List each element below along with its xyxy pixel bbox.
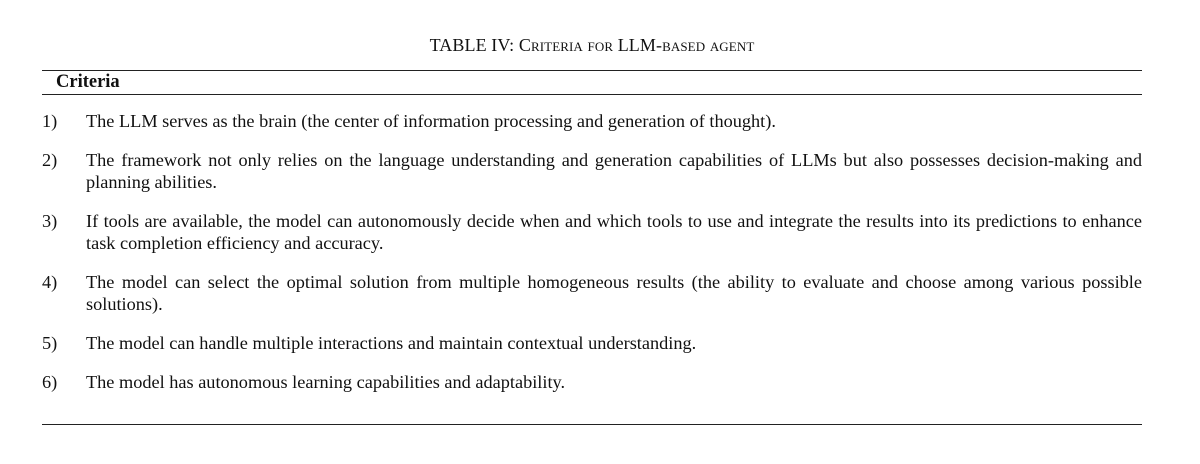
row-text: The LLM serves as the brain (the center of information processing and generation of thought).: [86, 111, 776, 131]
table-label: TABLE IV:: [429, 35, 515, 55]
row-number: 5): [42, 333, 58, 353]
table-title: Criteria for LLM-based agent: [518, 35, 755, 55]
criteria-row-6: [42, 371, 1142, 393]
row-text: The framework not only relies on the language understanding and generation capabilities of LLMs but also possesses decision-making and planning abilities.: [86, 150, 1142, 192]
row-number: 1): [42, 111, 58, 131]
row-number: 2): [42, 150, 58, 170]
criteria-row-1: [42, 110, 1142, 132]
criteria-table: [42, 70, 1142, 392]
table-caption: [0, 34, 1184, 56]
row-number: 6): [42, 372, 58, 392]
row-number: 4): [42, 272, 58, 292]
row-text: The model can select the optimal solution from multiple homogeneous results (the ability to evaluate and choose among various possible solutions).: [86, 272, 1142, 314]
row-number: 3): [42, 211, 58, 231]
row-text: If tools are available, the model can autonomously decide when and which tools to use and integrate the results into its predictions to enhance task completion efficiency and accuracy.: [86, 211, 1142, 253]
criteria-row-3: [42, 210, 1142, 254]
criteria-row-2: [42, 149, 1142, 193]
table-header-rule: [42, 94, 1142, 95]
row-text: The model has autonomous learning capabilities and adaptability.: [86, 372, 566, 392]
criteria-row-5: [42, 332, 1142, 354]
criteria-row-4: [42, 271, 1142, 315]
table-bottom-rule: [42, 424, 1142, 425]
row-text: The model can handle multiple interactions and maintain contextual understanding.: [86, 333, 697, 353]
criteria-list: [42, 110, 1142, 410]
table-header-criteria: Criteria: [56, 72, 120, 92]
